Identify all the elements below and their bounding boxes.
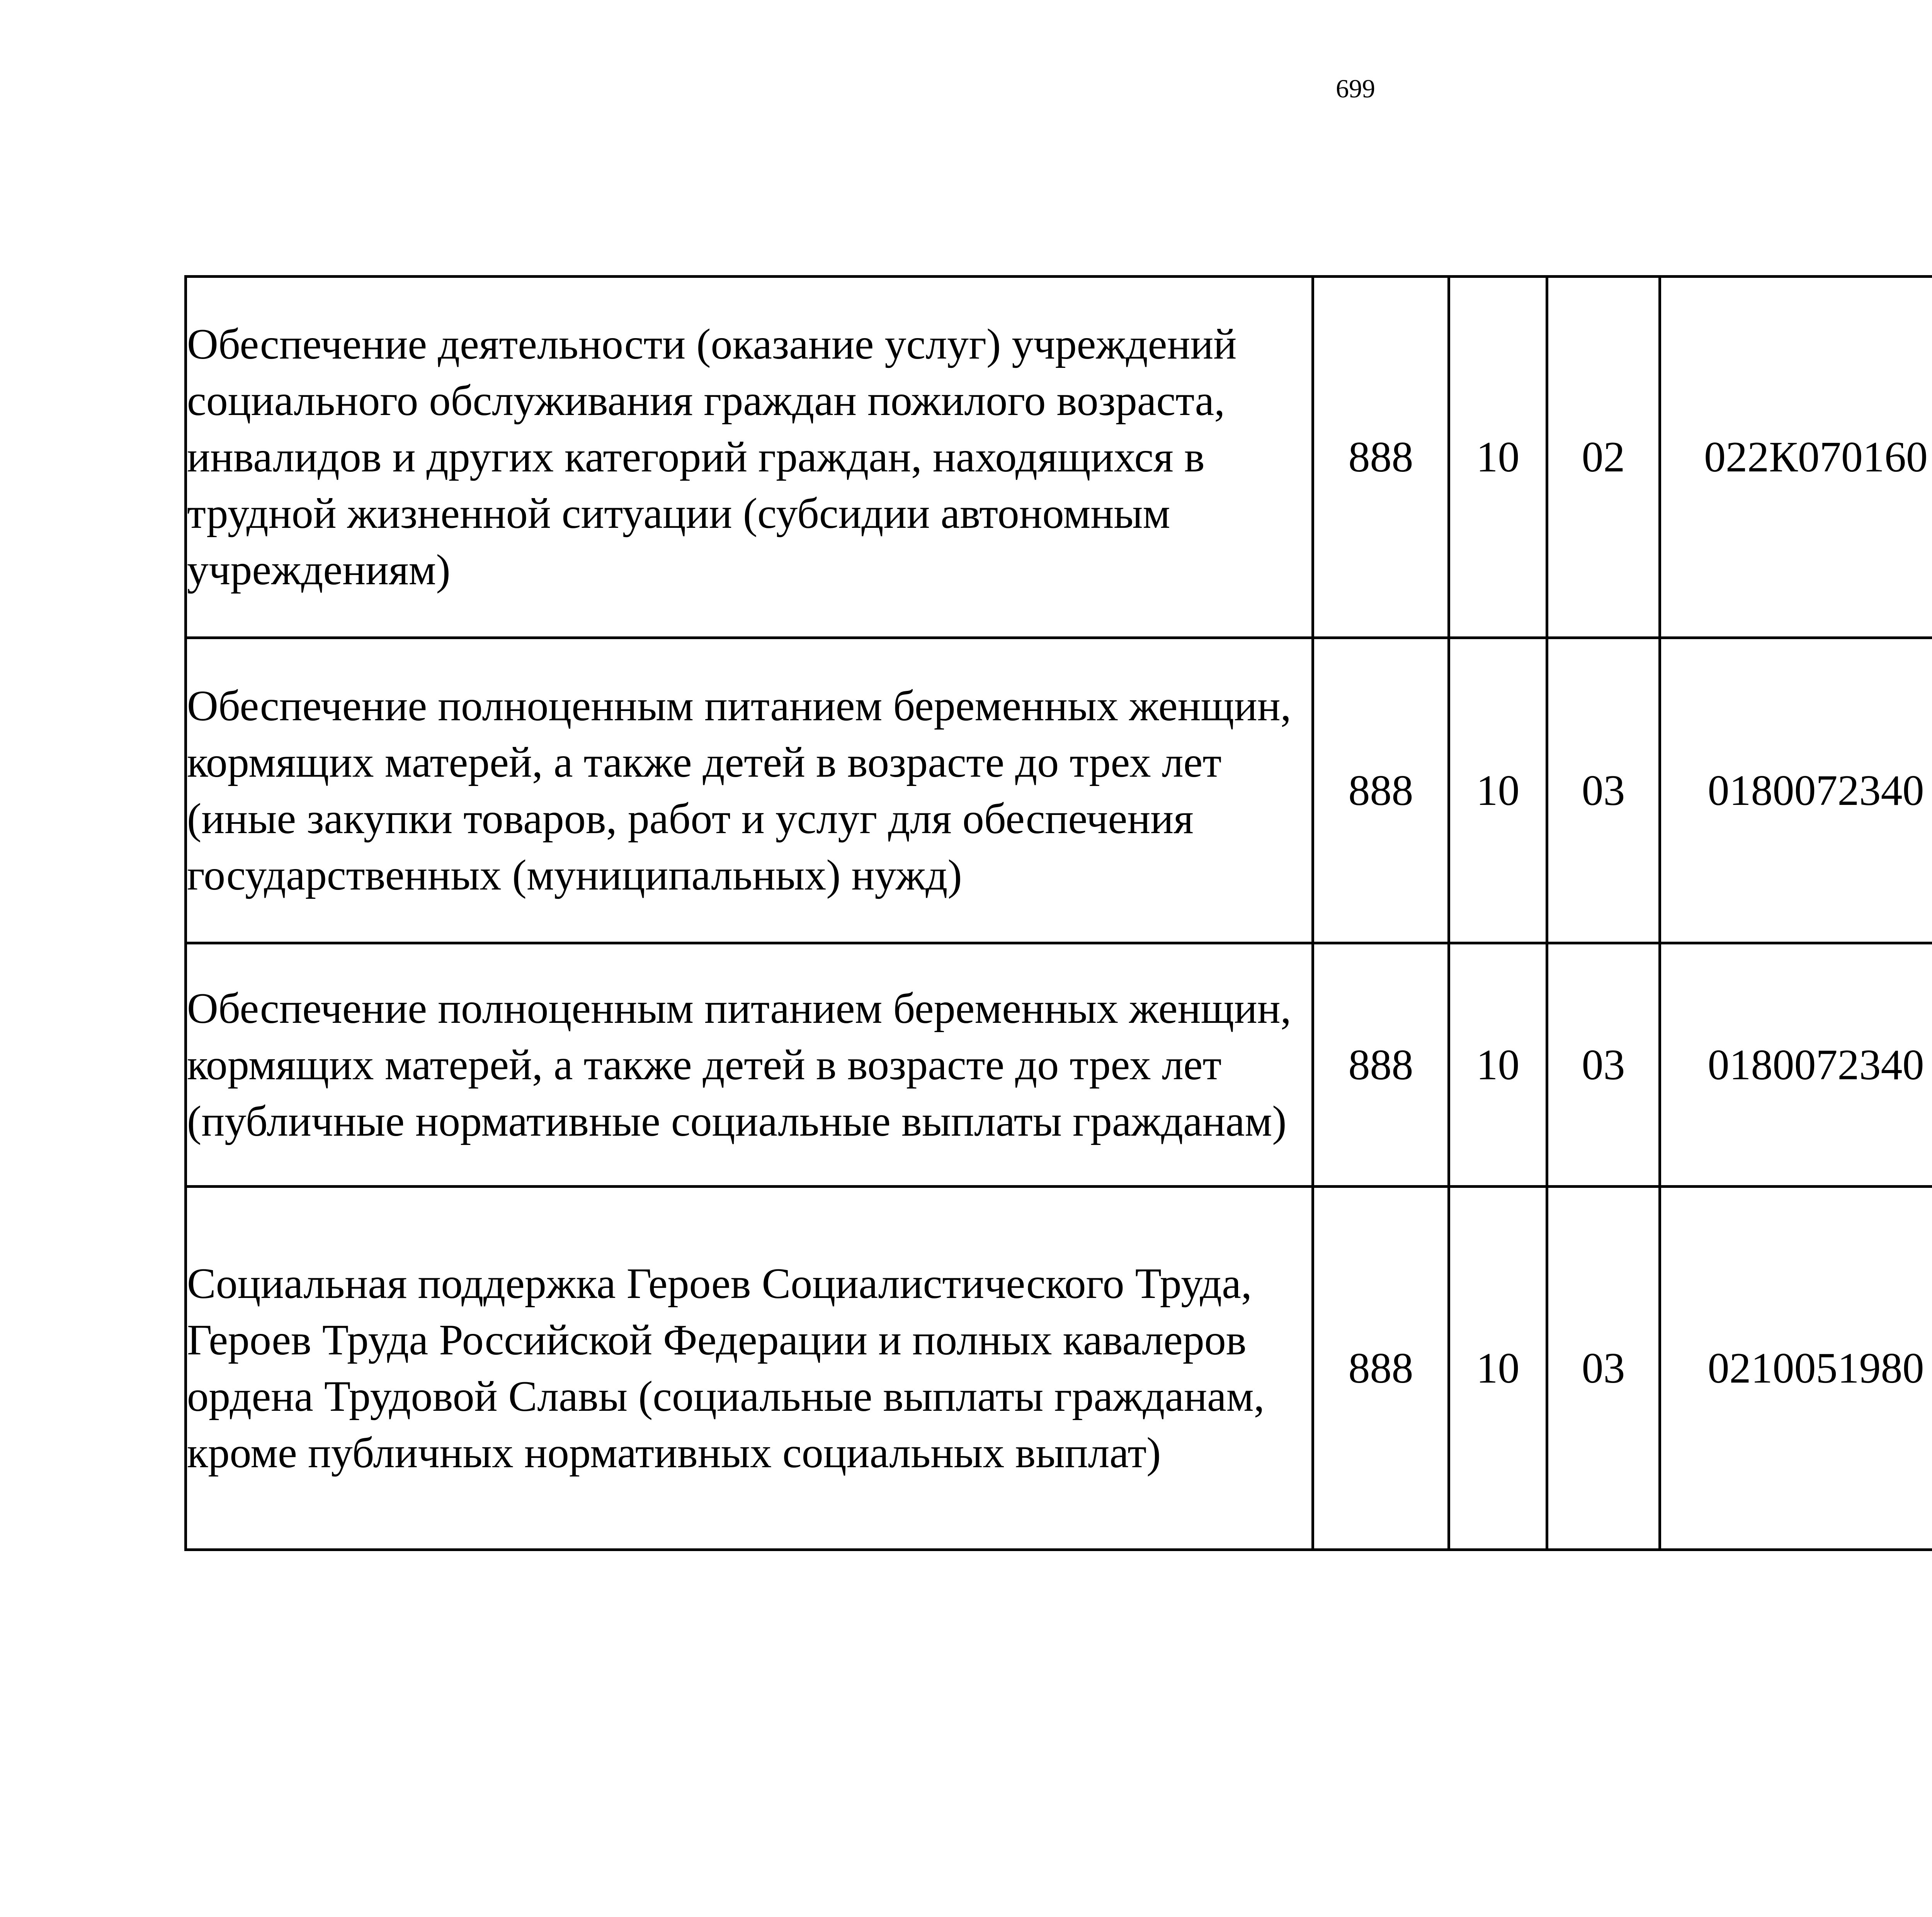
section-cell: 10 — [1449, 638, 1547, 943]
table-row — [186, 638, 1932, 943]
page-number: 699 — [1336, 74, 1375, 103]
subsection-cell: 03 — [1547, 638, 1660, 943]
description-cell: Обеспечение полноценным питанием беременных женщин, кормящих матерей, а также детей в возрасте до трех лет (иные закупки товаров, работ и услуг для обеспечения государственных (муниципальных) нужд) — [186, 638, 1313, 943]
target-article-cell: 0180072340 — [1660, 943, 1932, 1187]
subsection-cell: 03 — [1547, 1187, 1660, 1550]
subsection-cell: 03 — [1547, 943, 1660, 1187]
table-row — [186, 943, 1932, 1187]
ministry-code-cell: 888 — [1313, 277, 1449, 638]
budget-table — [184, 275, 1932, 1551]
subsection-cell: 02 — [1547, 277, 1660, 638]
section-cell: 10 — [1449, 277, 1547, 638]
target-article-cell: 0210051980 — [1660, 1187, 1932, 1550]
ministry-code-cell: 888 — [1313, 638, 1449, 943]
description-cell: Обеспечение полноценным питанием беременных женщин, кормящих матерей, а также детей в возрасте до трех лет (публичные нормативные социальные выплаты гражданам) — [186, 943, 1313, 1187]
description-cell: Обеспечение деятельности (оказание услуг) учреждений социального обслуживания граждан пожилого возраста, инвалидов и других категорий граждан, находящихся в трудной жизненной ситуации (субсидии автономным учреждениям) — [186, 277, 1313, 638]
target-article-cell: 022К070160 — [1660, 277, 1932, 638]
table-row — [186, 277, 1932, 638]
ministry-code-cell: 888 — [1313, 1187, 1449, 1550]
description-cell: Социальная поддержка Героев Социалистического Труда, Героев Труда Российской Федерации и полных кавалеров ордена Трудовой Славы (социальные выплаты гражданам, кроме публичных нормативных социальных выплат) — [186, 1187, 1313, 1550]
table-row — [186, 1187, 1932, 1550]
ministry-code-cell: 888 — [1313, 943, 1449, 1187]
target-article-cell: 0180072340 — [1660, 638, 1932, 943]
section-cell: 10 — [1449, 943, 1547, 1187]
section-cell: 10 — [1449, 1187, 1547, 1550]
